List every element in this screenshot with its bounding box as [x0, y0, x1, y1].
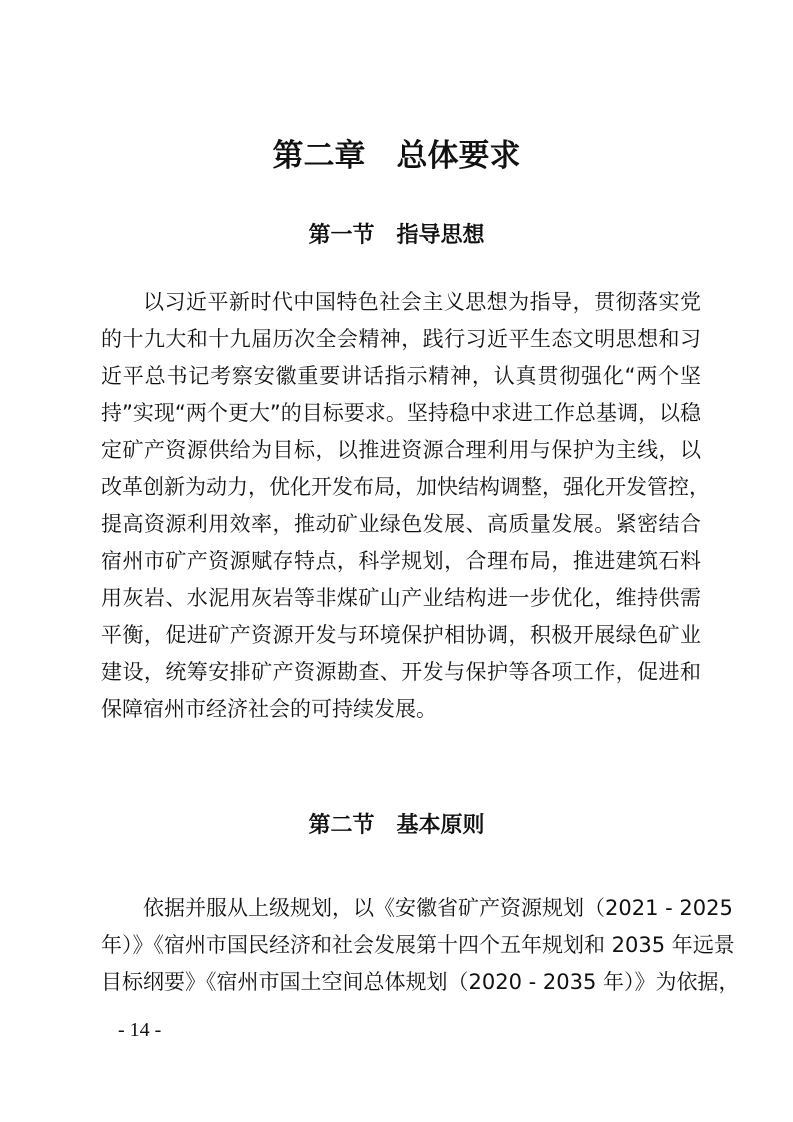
paragraph-line: 的十九大和十九届历次全会精神，践行习近平生态文明思想和习: [101, 327, 701, 351]
paragraph-line: 保障宿州市经济社会的可持续发展。: [101, 697, 437, 721]
paragraph-line: 用灰岩、水泥用灰岩等非煤矿山产业结构进一步优化，维持供需: [101, 586, 701, 610]
paragraph-line: 平衡，促进矿产资源开发与环境保护相协调，积极开展绿色矿业: [101, 623, 701, 647]
paragraph-line: 近平总书记考察安徽重要讲话指示精神，认真贯彻强化“两个坚: [101, 364, 701, 388]
paragraph-line: 年）》《宿州市国民经济和社会发展第十四个五年规划和 2035 年远景: [101, 933, 735, 957]
paragraph-line: 定矿产资源供给为目标，以推进资源合理利用与保护为主线，以: [101, 438, 701, 462]
paragraph-line: 建设，统筹安排矿产资源勘查、开发与保护等各项工作，促进和: [101, 660, 701, 684]
paragraph-line: 以习近平新时代中国特色社会主义思想为指导，贯彻落实党: [143, 290, 701, 314]
paragraph-basic-principles: [101, 890, 740, 1001]
paragraph-line: 目标纲要》《宿州市国土空间总体规划（2020 - 2035 年）》为依据，: [101, 970, 740, 994]
chapter-title: 第二章 总体要求: [272, 138, 521, 174]
paragraph-line: 提高资源利用效率，推动矿业绿色发展、高质量发展。紧密结合: [101, 512, 701, 536]
paragraph-line: 依据并服从上级规划，以《安徽省矿产资源规划（2021 - 2025: [143, 896, 733, 920]
paragraph-line: 改革创新为动力，优化开发布局，加快结构调整，强化开发管控，: [101, 475, 710, 499]
section-title-guiding-ideology: 第一节 指导思想: [308, 223, 485, 248]
paragraph-line: 宿州市矿产资源赋存特点，科学规划，合理布局，推进建筑石料: [101, 549, 701, 573]
paragraph-line: 持”实现“两个更大”的目标要求。坚持稳中求进工作总基调，以稳: [101, 401, 701, 425]
page-number: - 14 -: [118, 1019, 162, 1041]
paragraph-guiding-ideology: [101, 284, 710, 728]
section-title-basic-principles: 第二节 基本原则: [308, 813, 485, 838]
